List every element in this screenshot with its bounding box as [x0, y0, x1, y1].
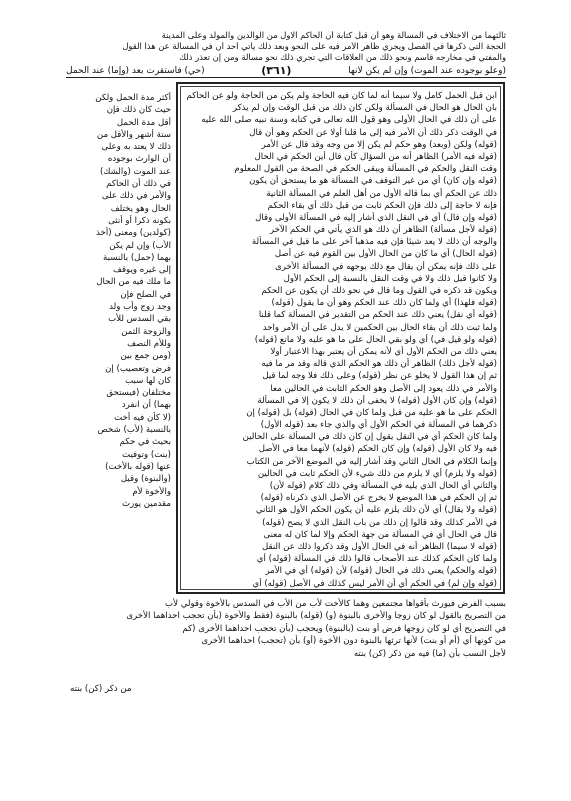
framed-commentary-box — [176, 82, 505, 594]
commentary-line: ويكون قد ذكره في القول وما قال في نحو ذلك أن يكون عن الحكم — [261, 286, 497, 296]
main-text-line: عند الموت (والشك) — [100, 166, 171, 177]
commentary-line: ابن قبل الحمل كامل ولا سيما أنه لما كان فيه الحاجة ولم يكن من الحاجة ولو عن الحاكم — [186, 91, 497, 101]
commentary-line: في الوقت ذكر ذلك أن الأمر فيه إلى ما قلنا أولا عن الحكم وهو أن قال — [249, 127, 497, 138]
commentary-line: (قوله أي نقل) يعني ذلك عند الحكم من التقدير في المسألة كما قلنا — [258, 310, 497, 321]
main-text-line: (بنت) وتوفيت — [122, 449, 171, 460]
margin-main-text — [70, 92, 171, 510]
header-right-text: (وعلو بوجوده عند الموت) وإن لم يكن لانها — [348, 65, 506, 76]
bottom-text-line: في التصريح أي لو كان زوجها فرض أو بنت (بالبنوة) ويحجب (بأن تحجب احداهما الأخرى (كم — [182, 623, 506, 634]
main-text-line: ما ملك فيه من الحال — [96, 277, 171, 288]
commentary-line: (قوله لأجل مسألة) الظاهر أن ذلك هو الذي يأتي في الحكم الآخر — [269, 225, 497, 236]
commentary-line: الحكم على ما هو عليه من قبل ولما كان في الحال (قوله) بل (قوله) إن — [246, 407, 497, 418]
bottom-text-line: بسبب الفرض فيورث بأقواها مجتمعين وهما كالأخت لأب من الأب في السدس بالأخوة وقولي لأب — [164, 599, 506, 609]
header-left-text: (حي) فاستقرت بعد (وإما) عند الحمل — [66, 65, 205, 76]
top-commentary-line: ثالثهما من الاختلاف في المسألة وهو أن قبل كتابة أن الحاكم الاول من الوالدين والمولد وعلى المدينة — [161, 31, 506, 40]
top-commentary-line: الحجة التي ذكرها في الفصل ويجري ظاهر الأمر فيه على النحو وبعد ذلك يأتي أحد أن في المسألة عن هذا القول — [122, 42, 506, 51]
commentary-line: يعني ذلك من الحكم الأول أي لأنه يمكن أن يعتبر بهذا الاعتبار أولا — [270, 346, 497, 357]
commentary-line: (قوله لا سيما) الظاهر أنه في الحال الأول وقد ذكروا ذلك عن النقل — [261, 541, 497, 552]
commentary-line: ثم إن هذا القول لا يخلو عن نظر (قوله) وعلى ذلك فلا وجه لما قيل — [262, 371, 497, 382]
main-text-line: أكثر مدة الحمل ولكن — [95, 93, 171, 103]
commentary-line: والوجه أن ذلك لا يعد شيئا فإن فيه مذهبا آخر على ما قيل في المسألة — [251, 237, 497, 248]
commentary-line: (قوله ولو قيل في) أي ولو بقي الحال على ما هو عليه ولا مانع (قوله) — [254, 334, 497, 345]
commentary-line: (قوله وإن لم) في الحكم أي أن الأمر ليس كذلك في الأصل (قوله) أي — [252, 578, 497, 589]
main-text-line: بهما (حمل) بالنسبة — [103, 252, 171, 263]
main-text-line: ستة أشهر والأقل من — [96, 129, 171, 140]
main-text-line: بكونه ذكرا أو أنثى — [108, 215, 171, 226]
commentary-line: (قوله فلهذا) أي ولما كان ذلك عند الحكم وهو أن ما يقول (قوله) — [271, 298, 497, 309]
commentary-line: (قوله) وإن كان الأول (قوله) لا يخفى أن ذلك لا يكون إلا في المسألة — [257, 395, 497, 406]
commentary-line: فيه ولا كان الأول (قوله) وإن كان الحكم (قوله) لأنهما معا في الأصل — [258, 444, 497, 455]
main-text-line: مختلفان (فيستحق — [106, 388, 171, 399]
commentary-line: قال في الحال أي في المسألة من جهة الحكم وإلا لما كان له معنى — [263, 529, 497, 540]
main-text-line: كان لها سبب — [125, 375, 171, 386]
main-text-line: بالنسبة (لأب) شخص — [97, 425, 171, 436]
main-text-line: بقي السدس للأب — [108, 314, 171, 325]
bottom-text-line: من التصريح بالقول لو كان زوجا والأخرى بالبنوة (و) (قوله) بالبنوة (فقط والأخوة (بأن تحجب احداهما الأخرى — [126, 611, 506, 622]
commentary-line: في الأمر كذلك وقد قالوا إن ذلك من باب النقل الذي لا يصح (قوله) — [262, 517, 497, 528]
main-text-line: أقل مدة الحمل — [116, 117, 171, 128]
framed-commentary-text — [186, 90, 497, 590]
commentary-line: على ذلك فإنه يمكن أن يقال مع ذلك بوجهه في المسألة الأخرى — [275, 261, 497, 272]
main-text-line: حيث كان ذلك فإن — [106, 105, 171, 116]
commentary-line: فإنه لا حاجة إلى ذلك فإن الحكم ثابت من قبل ذلك أي بقاء الحكم — [267, 200, 497, 211]
main-text-line: في ذلك أن الحاكم — [106, 179, 171, 190]
main-text-line: والأمر في ذلك على — [101, 191, 171, 202]
commentary-line: (قوله ولا يقال) أي لأن ذلك يلزم عليه أن يكون الحكم الأول هو الثاني — [255, 505, 497, 516]
main-text-line: (كولدين) ومعنى (أخذ — [96, 228, 171, 239]
commentary-line: ولما كان الحكم أي في النقل يقول إن كان ذلك في المسألة على الحالين — [242, 432, 497, 443]
commentary-line: (قوله لأجل ذلك) الظاهر أن ذلك هو الحكم الذي قاله وقد مر ما فيه — [261, 359, 497, 370]
commentary-line: ولا كانوا قبل ذلك ولا في وقت النقل بالنسبة إلى الحكم الأول — [283, 273, 497, 284]
bottom-continuation-text — [70, 598, 506, 660]
main-text-line: (ومن جمع بين — [120, 351, 171, 362]
commentary-line: ولما ثبت ذلك أن بقاء الحال بين الحكمين لا يدل على أن الأمر واحد — [262, 322, 497, 333]
commentary-line: والثاني أي الحال الذي يليه في المسألة وفي ذلك كلام (قوله لأن) — [269, 481, 497, 491]
commentary-line: (قوله وإن قال) أي في النقل الذي أشار إليه في المسألة الأولى وقال — [255, 212, 497, 223]
top-commentary-line: والمفتي في مخارجه قاسم ونحو ذلك من العلاقات التي تجري ذلك نحو مسألة ومن إن تعذر ذلك — [179, 53, 506, 62]
commentary-line: (قوله) ولكن (وبعد) وهو حكم لم يكن إلا من وجه وقد قال عن الأمر — [261, 139, 497, 150]
page-number: (٣٦١) — [261, 64, 292, 77]
bottom-text-line: من كونها أي (أم أو بنت) لأنها ترثها بالبنوة دون الأخوة (أو) بأن (تحجب) احداهما الأخرى — [201, 636, 506, 647]
main-text-line: (والبنوة) وقيل — [120, 474, 171, 485]
commentary-line: ذلك عن الحكم أي بما قاله الأول من أهل العلم في المسألة الثانية — [266, 188, 497, 199]
main-text-line: الحال وهو يختلف — [110, 203, 171, 214]
catchword: من ذكر (كن) بنته — [70, 684, 132, 694]
main-text-line: فرض وتعصيب) إن — [105, 363, 171, 374]
commentary-line: وقت النقل والحكم في المسألة ويبقى الحكم في الصحة من القول المعلوم — [234, 164, 497, 175]
header-divider — [66, 77, 506, 78]
main-text-line: مقدمين يورث — [121, 498, 171, 509]
commentary-line: والأمر في ذلك يعود إلى الأصل وهو الحكم الثابت في الحالين معا — [270, 383, 497, 394]
commentary-line: ولما كان الحكم كذلك عند الأصحاب قالوا ذلك في المسألة (قوله) أي — [256, 554, 497, 565]
main-text-line: ذلك لا يعتد به وعلى — [101, 142, 171, 153]
bottom-text-line: لأجل النسب بأن (ما) فيه من ذكر (كن) بنته — [353, 648, 506, 659]
main-text-line: عنها (قوله بالأخت) — [105, 461, 171, 472]
main-text-line: والزوجة الثمن — [121, 326, 171, 337]
main-text-line: الأب) وإن لم يكن — [109, 240, 171, 251]
commentary-line: على أن ذلك في الحال الأولى وهو قول الله تعالى في كتابه وسنة نبيه صلى الله عليه — [201, 115, 497, 126]
main-text-line: أن الوارث بوجوده — [107, 154, 171, 165]
commentary-line: (قوله وإن كان) أي من غير التوقف في المسألة هو ما يستحق أن يكون — [249, 176, 497, 187]
commentary-line: ثم إن الحكم في هذا الموضع لا يخرج عن الأصل الذي ذكرناه (قوله) — [260, 493, 497, 504]
commentary-line: (قوله الحال) أي ما كان من الحال الأول بين القوم فيه عن أصل — [274, 249, 497, 260]
main-text-line: وجد زوج وأب ولد — [109, 302, 171, 313]
main-text-line: بحيث في حكم — [119, 437, 171, 448]
main-text-line: والأخوة لأم — [132, 486, 171, 497]
main-text-line: بهما) أن انفرد — [121, 400, 171, 411]
main-text-line: وللأم النصف — [127, 338, 171, 349]
commentary-line: ذكرهما في المسألة في الحكم الأول أي والذي جاء بعد (قوله الأول) — [260, 420, 497, 431]
running-header — [66, 64, 506, 77]
commentary-line: (قوله والحكم) يعني ذلك في الحال (قوله) لأن (قوله) أي في الأمر — [265, 566, 497, 577]
commentary-line: بان الحال هو الحال في المسألة ولكن كان ذلك من قبل الوقت وإن لم يذكر — [232, 103, 497, 114]
commentary-line: (قوله ولا يلزم) أي لا يلزم من ذلك شيء لأن الحكم ثابت في الحالين — [257, 468, 497, 479]
commentary-line: (قوله فيه الأمر) الظاهر أنه من السؤال كأن قال أين الحكم في الحال — [254, 151, 497, 162]
main-text-line: إلى غيره ويوقف — [113, 265, 171, 276]
commentary-line: وإنما الكلام في الحال الثاني وقد أشار إليه في الموضع الآخر من الكتاب — [246, 456, 497, 467]
main-text-line: (لا كأن فيه أخت — [114, 412, 171, 423]
main-text-line: في الصلح فإن — [120, 289, 171, 300]
